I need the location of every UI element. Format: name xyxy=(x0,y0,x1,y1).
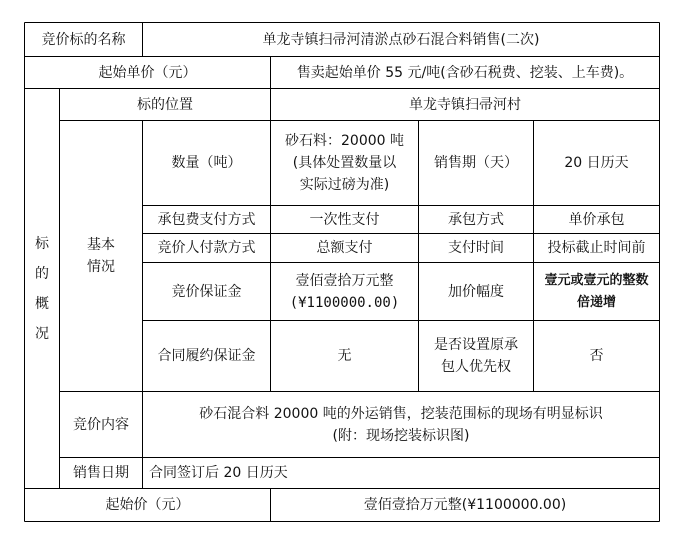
quantity-value-line: (具体处置数量以 xyxy=(292,155,397,171)
overview-label-char: 的 xyxy=(35,265,49,282)
bid-deposit-label: 竞价保证金 xyxy=(171,283,242,300)
start-unit-price-label: 起始单价（元） xyxy=(98,64,197,81)
bidder-payment-label: 竞价人付款方式 xyxy=(157,240,256,256)
bid-deposit-value xyxy=(271,263,418,320)
payment-time-label: 支付时间 xyxy=(448,240,504,256)
increment-value-line: 倍递增 xyxy=(576,294,616,310)
increment-value-line: 壹元或壹元的整数 xyxy=(544,272,649,288)
sales-date-label: 销售日期 xyxy=(73,465,129,481)
increment-value xyxy=(534,263,659,320)
start-price-label: 起始价（元） xyxy=(105,497,190,513)
quantity-label: 数量（吨） xyxy=(171,155,242,171)
contract-method-value: 单价承包 xyxy=(568,211,625,228)
start-unit-price-value: 售卖起始单价 55 元/吨(含砂石税费、挖装、上车费)。 xyxy=(296,64,634,81)
priority-label xyxy=(419,321,533,391)
name-value: 单龙寺镇扫帚河清淤点砂石混合料销售(二次) xyxy=(262,31,540,48)
bid-content-value xyxy=(143,392,659,457)
basic-info-label-line: 情况 xyxy=(87,259,115,275)
priority-label-line: 包人优先权 xyxy=(441,359,511,375)
location-label: 标的位置 xyxy=(137,96,193,113)
quantity-value-line: 实际过磅为准) xyxy=(299,177,390,193)
contract-method-label: 承包方式 xyxy=(448,211,504,228)
overview-label-char: 况 xyxy=(35,325,49,342)
bid-content-value-line: 砂石混合料 20000 吨的外运销售，挖装范围标的现场有明显标识 xyxy=(199,405,603,422)
overview-label-char: 概 xyxy=(35,295,49,312)
overview-label-char: 标 xyxy=(35,235,49,252)
performance-bond-label: 合同履约保证金 xyxy=(157,348,256,364)
payment-time-value: 投标截止时间前 xyxy=(547,240,646,256)
payment-method-value: 一次性支付 xyxy=(309,211,380,228)
name-label: 竞价标的名称 xyxy=(41,31,126,48)
bid-deposit-value-line: 壹佰壹拾万元整 xyxy=(295,272,394,289)
sales-period-value: 20 日历天 xyxy=(564,155,629,171)
start-price-value: 壹佰壹拾万元整(¥1100000.00) xyxy=(363,497,567,513)
bid-deposit-value-line: (¥1100000.00) xyxy=(289,294,400,311)
sales-period-label: 销售期（天） xyxy=(434,155,518,171)
performance-bond-value: 无 xyxy=(337,348,352,364)
quantity-value-line: 砂石料：20000 吨 xyxy=(285,133,404,149)
bid-content-label: 竞价内容 xyxy=(73,416,129,433)
overview-label xyxy=(25,89,59,488)
sales-date-value: 合同签订后 20 日历天 xyxy=(149,465,288,481)
bid-content-value-line: (附：现场挖装标识图) xyxy=(332,427,470,444)
payment-method-label: 承包费支付方式 xyxy=(157,211,256,228)
priority-value: 否 xyxy=(589,348,604,364)
bidder-payment-value: 总额支付 xyxy=(316,240,373,256)
basic-info-label-line: 基本 xyxy=(87,237,115,253)
quantity-value xyxy=(271,121,418,205)
basic-info-label xyxy=(60,121,142,391)
increment-label: 加价幅度 xyxy=(448,283,504,300)
priority-label-line: 是否设置原承 xyxy=(434,337,518,353)
location-value: 单龙寺镇扫帚河村 xyxy=(409,96,521,113)
